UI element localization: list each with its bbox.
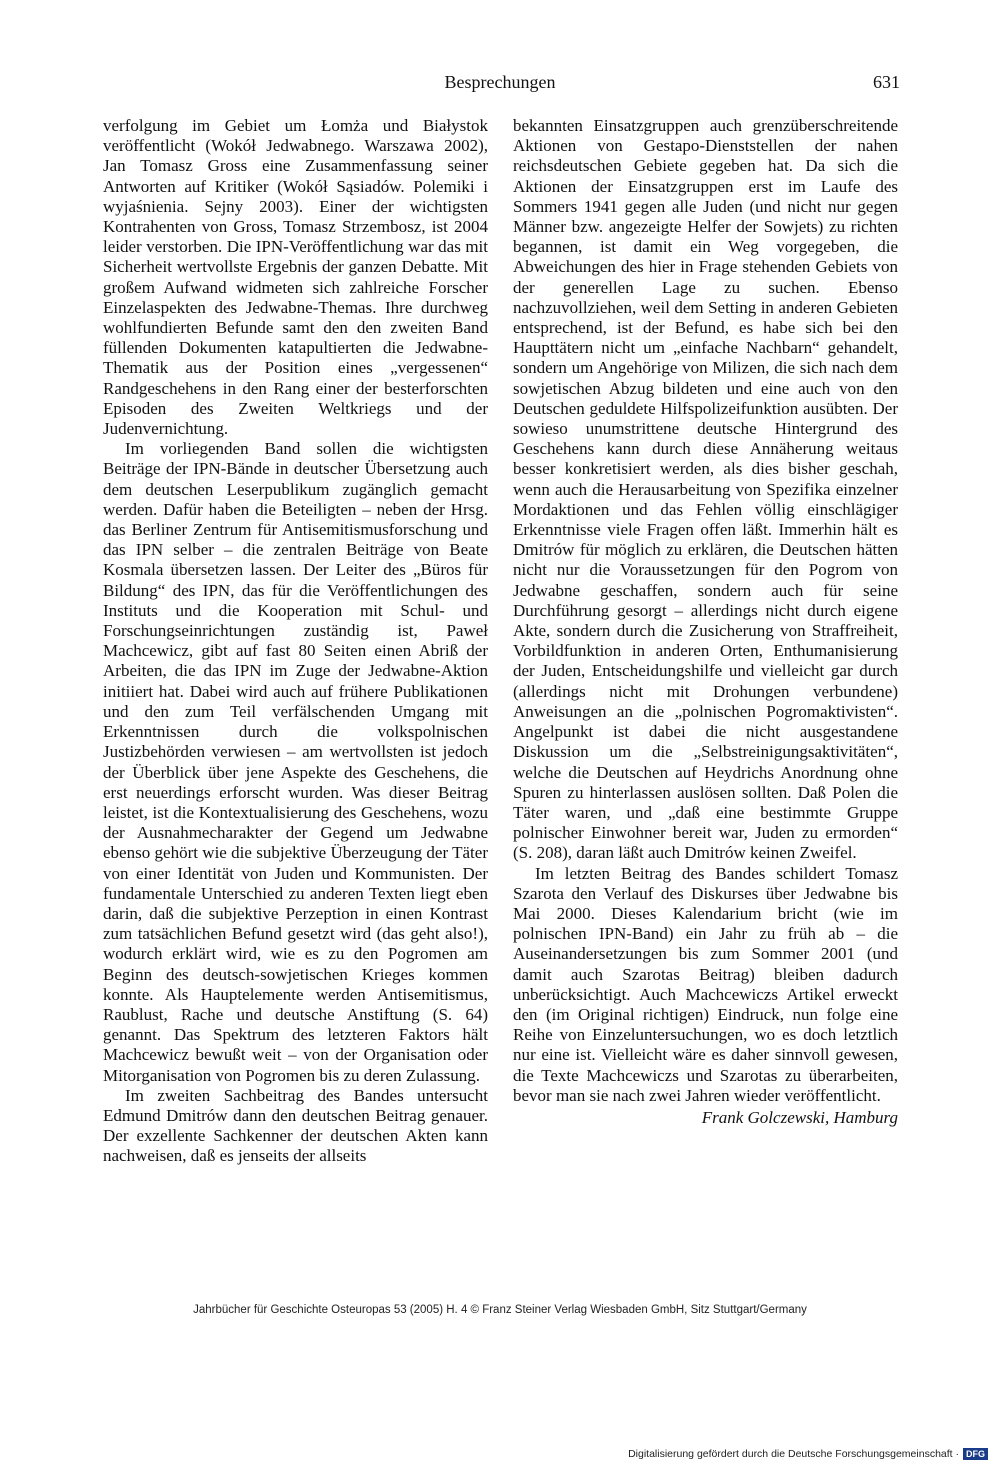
dfg-logo: DFG [963,1448,988,1460]
left-paragraph-2: Im vorliegenden Band sollen die wichtigsten Beiträge der IPN-Bände in deutscher Übersetzung auch dem deutschen Leserpublikum zugänglich gemacht werden. Dafür haben die Beteiligten – neben der Hrsg. das Berliner Zentrum für Antisemitismusforschung und das IPN selber – die zentralen Beiträge von Beate Kosmala übersetzen lassen. Der Leiter des „Büros für Bildung“ des IPN, das für die Veröffentlichungen des Instituts und die Kooperation mit Schul- und Forschungseinrichtungen zuständig ist, Paweł Machcewicz, gibt auf fast 80 Seiten einen Abriß der Arbeiten, die das IPN im Zuge der Jedwabne-Aktion initiiert hat. Dabei wird auch auf frühere Publikationen und den zum Teil verfälschenden Umgang mit Erkenntnissen durch die volkspolnischen Justizbehörden verwiesen – am wertvollsten ist jedoch der Überblick über jene Aspekte des Geschehens, die erst neuerdings erforscht wurden. Was dieser Beitrag leistet, ist die Kontextualisierung des Geschehens, wozu der Ausnahmecharakter der Gegend um Jedwabne ebenso gehört wie die subjektive Überzeugung der Täter von einer Identität von Juden und Kommunisten. Der fundamentale Unterschied zu anderen Texten liegt eben darin, daß die subjektive Perzeption in einen Kontrast zum tatsächlichen Befund gesetzt wird (das geht also!), wodurch erklärt wird, wie es zu den Pogromen am Beginn des deutsch-sowjetischen Krieges kommen konnte. Als Hauptelemente werden Antisemitismus, Raublust, Rache und deutsche Anstiftung (S. 64) genannt. Das Spektrum des letzteren Faktors hält Machcewicz bewußt weit – von der Organisation oder Mitorganisation von Pogromen bis zu deren Zulassung. [103,439,488,1085]
page-number: 631 [873,72,900,92]
journal-citation: Jahrbücher für Geschichte Osteuropas 53 (2005) H. 4 © Franz Steiner Verlag Wiesbaden GmbH, Sitz Stuttgart/Germany [193,1304,807,1316]
running-header [100,72,900,96]
right-column [513,116,898,1128]
right-paragraph-1: bekannten Einsatzgruppen auch grenzüberschreitende Aktionen von Gestapo-Dienststellen der nahen reichsdeutschen Gebiete gegeben hat. Da sich die Aktionen der Einsatzgruppen erst im Laufe des Sommers 1941 gegen alle Juden (und nicht nur gegen Männer bzw. angezeigte Helfer der Sowjets) zu richten begannen, ist damit ein Weg vorgegeben, die Abweichungen des hier in Frage stehenden Gebiets von der generellen Lage zu suchen. Ebenso nachzuvollziehen, weil dem Setting in anderen Gebieten entsprechend, ist der Befund, es habe sich bei den Haupttätern nicht um „einfache Nachbarn“ gehandelt, sondern um Angehörige von Milizen, die sich nach dem sowjetischen Abzug bildeten und eine auch von den Deutschen geduldete Hilfspolizeifunktion ausübten. Der sowieso unumstrittene deutsche Hintergrund des Geschehens kann durch diese Annäherung weitaus besser konkretisiert werden, als dies bisher geschah, wenn auch die Herausarbeitung von Spezifika einzelner Mordaktionen und das Fehlen völlig einschlägiger Erkenntnisse viele Fragen offen läßt. Immerhin hält es Dmitrów für möglich zu erklären, die Deutschen hätten nicht nur die Voraussetzungen für den Pogrom von Jedwabne geschaffen, sondern auch für seine Durchführung gesorgt – allerdings nicht durch eigene Akte, sondern durch die Zusicherung von Straffreiheit, Vorbildfunktion in anderen Orten, Enthumanisierung der Juden, Entscheidungshilfe und vielleicht gar durch (allerdings nicht mit Drohungen verbundene) Anweisungen an die „polnischen Pogromaktivisten“. Angelpunkt ist dabei die nicht ausgestandene Diskussion um die „Selbstreinigungsaktivitäten“, welche die Deutschen auf Heydrichs Anordnung ohne Spuren zu hinterlassen auslösen sollten. Daß Polen die Täter waren, und „daß eine bestimmte Gruppe polnischer Einwohner bereit war, Juden zu ermorden“ (S. 208), daran läßt auch Dmitrów keinen Zweifel. [513,116,898,863]
left-paragraph-1: verfolgung im Gebiet um Łomża und Białystok veröffentlicht (Wokół Jedwabnego. Warszawa 2002), Jan Tomasz Gross eine Zusammenfassung seiner Antworten auf Kritiker (Wokół Sąsiadów. Polemiki i wyjaśnienia. Sejny 2003). Einer der wichtigsten Kontrahenten von Gross, Tomasz Strzembosz, ist 2004 leider verstorben. Die IPN-Veröffentlichung war das mit Sicherheit wertvollste Ergebnis der ganzen Debatte. Mit großem Aufwand widmeten sich zahlreiche Forscher Einzelaspekten des Jedwabne-Themas. Ihre durchweg wohlfundierten Befunde samt den den zweiten Band füllenden Dokumenten katapultierten die Jedwabne-Thematik aus der Position eines „vergessenen“ Randgeschehens in den Rang einer der besterforschten Episoden des Zweiten Weltkriegs und der Judenvernichtung. [103,116,488,439]
left-paragraph-3: Im zweiten Sachbeitrag des Bandes untersucht Edmund Dmitrów dann den deutschen Beitrag genauer. Der exzellente Sachkenner der deutschen Akten kann nachweisen, daß es jenseits der allseits [103,1085,488,1166]
right-paragraph-2: Im letzten Beitrag des Bandes schildert Tomasz Szarota den Verlauf des Diskurses über Jedwabne bis Mai 2000. Dieses Kalendarium bricht (wie im polnischen IPN-Band) ein Jahr zu früh ab – die Auseinandersetzungen bis zum Sommer 2001 (und damit auch Szarotas Beitrag) bleiben dadurch unberücksichtigt. Auch Machcewiczs Artikel erweckt den (im Original richtigen) Eindruck, nun folge eine Reihe von Einzeluntersuchungen, wo es doch letztlich nur eine ist. Vielleicht wäre es daher sinnvoll gewesen, die Texte Machcewiczs und Szarotas zu überarbeiten, bevor man sie nach zwei Jahren wieder veröffentlicht. [513,863,898,1105]
digitization-note [628,1448,988,1460]
section-title: Besprechungen [444,72,556,92]
left-column [103,116,488,1167]
digitization-text: Digitalisierung gefördert durch die Deutsche Forschungsgemeinschaft · [628,1448,959,1460]
author-signature: Frank Golczewski, Hamburg [701,1107,898,1127]
